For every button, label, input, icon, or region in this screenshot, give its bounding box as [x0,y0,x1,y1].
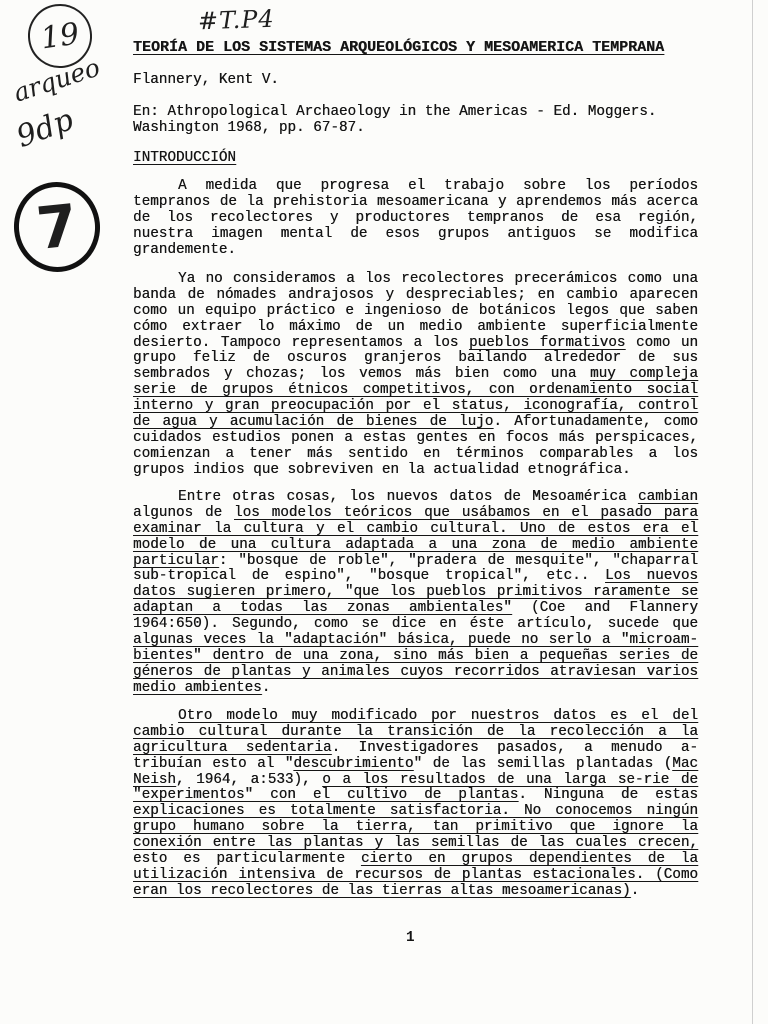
text-segment: grupos indios que sobreviven en la actualidad etnográfica. [133,461,631,478]
paragraph [133,272,698,479]
text-segment: como un [625,334,698,351]
text-line [133,227,698,243]
text-line [133,304,698,320]
text-line [133,601,698,617]
text-segment: " de las semillas plantadas ( [413,755,673,772]
paragraph [133,709,698,900]
text-segment: grandemente. [133,241,236,258]
text-segment: sub-tropical de espino", "bosque tropical", etc.. [133,568,606,585]
text-line [133,195,698,211]
page-number: 1 [406,930,415,946]
text-line [133,569,698,585]
handwritten-number-7: 7 [33,191,81,263]
text-segment: comienzan a tener más sentido en términos comparables a los [133,445,698,462]
text-line [133,383,698,399]
text-line [133,836,698,852]
underlined-text: agricultura sedentaria [133,739,332,756]
underlined-text: adaptan a todas las zonas ambientales" [133,600,512,617]
paragraph [133,490,698,697]
underlined-text: pueblos formativos [468,334,626,351]
source-line-place-pages: Washington 1968, pp. 67-87. [133,120,365,136]
text-segment: tribuían esto al " [133,755,294,772]
text-line [133,351,698,367]
underlined-text: Los nuevos [605,568,699,585]
text-line [133,649,698,665]
underlined-text: "experimentos" con el cultivo de plantas [133,787,519,804]
text-line [133,336,698,352]
handwritten-note-code: 9dp [12,102,79,155]
underlined-text: utilización intensiva de recursos de plantas estacionales. (Como [133,866,698,883]
text-line [133,243,698,259]
text-line [133,868,698,884]
text-segment: de los recolectores y productores tempranos de esa región, [133,209,698,226]
text-segment: Ya no consideramos a los recolectores precerámicos como una [178,271,698,287]
underlined-text: grupo humano sobre la tierra, tan primitivo que ignore la [133,819,698,836]
underlined-text: conexión entre las plantas y las semillas de las cuales crecen, [133,835,698,852]
handwritten-note-arqueo: arqueo [10,52,104,108]
text-line [133,741,698,757]
text-line [133,884,698,900]
text-line [133,633,698,649]
text-line [133,211,698,227]
text-line [133,725,698,741]
text-segment: , 1964, a:533), [175,771,323,788]
text-segment: desierto. Tampoco representamos a los [133,334,469,351]
underlined-text: eran los recolectores de las tierras altas mesoamericanas) [133,882,631,899]
text-line [133,522,698,538]
text-line [133,585,698,601]
underlined-text: Otro modelo muy modificado por nuestros datos es el del [178,708,698,724]
text-segment: algunos de [133,504,234,521]
text-segment: : "bosque de roble", "pradera de mesquite", "chaparral [218,552,698,569]
underlined-text: examinar la cultura y el cambio cultural. Uno de estos era el [133,520,698,537]
underlined-text: serie de grupos étnicos competitivos, con ordenamiento social [133,382,698,399]
text-line [133,490,698,506]
text-segment: esto es particularmente [133,851,361,868]
text-line [133,399,698,415]
text-segment: sembrados y chozas; los vemos más bien como una [133,366,591,383]
text-line [133,538,698,554]
document-title: TEORÍA DE LOS SISTEMAS ARQUEOLÓGICOS Y MESOAMERICA TEMPRANA [133,39,665,56]
text-line [133,288,698,304]
text-segment: 1964:650). Segundo, como se dice en éste artículo, sucede que [133,616,698,633]
text-segment: nuestra imagen mental de esos grupos antiguos se modifica [133,225,698,242]
underlined-text: particular [133,552,219,569]
document-author: Flannery, Kent V. [133,72,279,88]
text-segment: cuidados estudios ponen a estas gentes en focos más perspicaces, [133,429,698,446]
text-line [133,272,698,288]
section-heading: INTRODUCCIÓN [133,150,236,166]
underlined-text: bientes" dentro de una zona, sino más bien a pequeñas series de [133,647,698,664]
scan-edge-line [752,0,753,1024]
text-segment: . [630,882,640,899]
text-segment: . Investigadores pasados, a menudo a- [331,739,699,756]
handwritten-header-code: #T.P4 [197,4,276,36]
underlined-text: géneros de plantas y animales cuyos recorridos atraviesan varios [133,663,698,680]
text-segment: . [261,679,271,696]
underlined-text: de agua y acumulación de bienes de lujo [133,414,494,431]
text-line [133,617,698,633]
text-segment: A medida que progresa el trabajo sobre los períodos [178,178,698,194]
text-line [133,852,698,868]
underlined-text: interno y gran preocupación por el status, iconografía, control [133,398,698,415]
underlined-text: medio ambientes [133,679,262,696]
text-line [133,757,698,773]
underlined-text: modelo de una cultura adaptada a una zona de medio ambiente [133,536,698,553]
text-line [133,415,698,431]
underlined-text: explicaciones es totalmente satisfactoria. No conocemos ningún [133,803,698,820]
text-line [133,804,698,820]
underlined-text: Mac [672,755,698,772]
document-source [133,104,656,136]
underlined-text: Neish [133,771,176,788]
text-line [133,709,698,725]
handwritten-number-19: 19 [38,16,82,56]
underlined-text: datos sugieren primero, "que los pueblos primitivos raramente se [133,584,698,601]
text-line [133,463,698,479]
underlined-text: algunas veces la "adaptación" básica, puede no serlo a "microam- [133,632,698,649]
text-line [133,681,698,697]
underlined-text: cierto en grupos dependientes de la [360,851,698,868]
text-segment: (Coe and Flannery [511,600,698,617]
text-segment: cómo extraer lo máximo de un medio ambiente superficialmente [133,318,698,335]
text-line [133,506,698,522]
text-line [133,431,698,447]
text-line [133,820,698,836]
text-line [133,179,698,195]
text-line [133,788,698,804]
underlined-text: muy compleja [590,366,698,383]
underlined-text: cambio cultural durante la transición de la recolección a la [133,723,698,740]
underlined-text: o a los resultados de una larga se-rie de [322,771,698,788]
underlined-text: los modelos teóricos que usábamos en el pasado para [234,504,699,521]
text-segment: banda de nómades andrajosos y despreciables; en cambio aparecen [133,286,698,303]
text-segment: como un equipo práctico e ingenioso de botánicos legos que saben [133,302,698,319]
source-line-publication: En: Athropological Archaeology in the Americas - Ed. Moggers. [133,104,657,120]
underlined-text: cambian [637,489,698,505]
text-line [133,447,698,463]
handwritten-circled-number [10,178,105,276]
text-line [133,554,698,570]
paragraph [133,179,698,258]
underlined-text: descubrimiento [293,755,414,772]
text-segment: tempranos de la prehistoria mesoamericana y aprendemos más acerca [133,193,698,210]
text-line [133,665,698,681]
text-line [133,320,698,336]
text-line [133,773,698,789]
text-segment: Entre otras cosas, los nuevos datos de Mesoamérica [178,489,638,505]
text-segment: . Ninguna de estas [518,787,698,804]
text-segment: . Afortunadamente, como [493,414,698,431]
text-segment: grupo feliz de oscuros granjeros bailando alrededor de sus [133,350,698,367]
text-line [133,367,698,383]
